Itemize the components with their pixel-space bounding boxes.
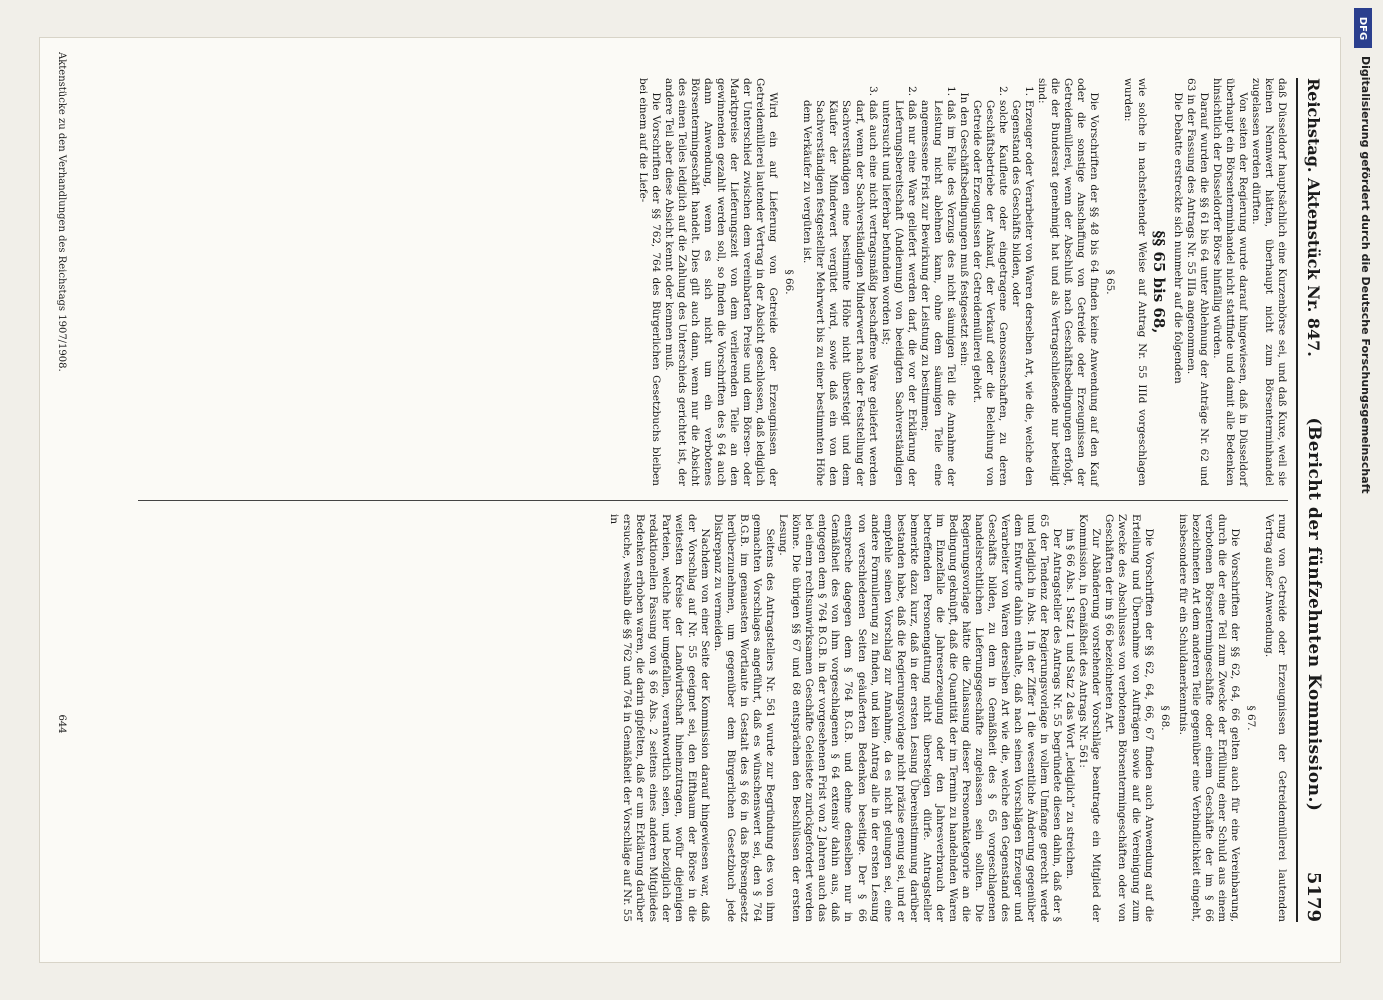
paragraph: Seitens des Antragstellers Nr. 561 wurde zur Begründung des von ihm gemachten Vorschlages angeführt, daß es wünschenswert sei, den § 764 B.G.B. im genauesten Wortlaute in Gestalt des § 66 in das Börsengesetz herüberzunehmen, um gegenüber dem Bürgerlichen Gesetzbuch jede Diskrepanz zu vermeiden.	[712, 514, 777, 922]
paragraph: wie solche in nachstehender Weise auf Antrag Nr. 55 IIId vorgeschlagen wurden:	[1122, 78, 1148, 486]
section-heading: § 68.	[1158, 705, 1171, 731]
paragraph: Die Vorschriften der §§ 62, 64, 66 gelten auch für eine Vereinbarung, durch die der eine Teil zum Zwecke der Erfüllung einer Schuld aus einem verbotenen Börsentermingeschäfte oder einem Geschäfte der im § 66 bezeichneten Art dem anderen Teile gegenüber eine Verbindlichkeit eingeht, insbesondere für ein Schuldanerkenntnis.	[1176, 514, 1241, 922]
digitization-notice-text: Digitalisierung gefördert durch die Deutsche Forschungsgemeinschaft	[1359, 56, 1372, 494]
paragraph: rung von Getreide oder Erzeugnissen der Getreidemüllerei lautenden Vertrag außer Anwendung.	[1262, 514, 1288, 922]
paragraph: Der Antragsteller des Antrags Nr. 55 begründete diesen dahin, daß der § 65 der Tendenz der Regierungsvorlage in vollem Umfange gerecht werde und lediglich in Abs. 1 in der Ziffer 1 die wesentliche Änderung gegenüber dem Entwurfe dahin enthalte, daß nach seinen Vorschlägen Erzeuger und Verarbeiter von Waren derselben Art wie die, welche den Gegenstand des Geschäfts bilden, zu dem in Gemäßheit des § 65 vorgeschlagenen handelsrechtlichen Lieferungsgeschäfte zugelassen sein sollten. Die Regierungsvorlage hätte die Zulassung dieser Personenkategorie an die Bedingung geknüpft, daß die Quantität der im Termin zu handelnden Waren im Einzelfalle die Jahreserzeugung oder den Jahresverbrauch der betreffenden Personengattung nicht übersteigen dürfe. Antragsteller bemerkte dazu kurz, daß in der ersten Lesung Übereinstimmung darüber bestanden habe, daß die Regierungsvorlage nicht präzise genug sei, und er empfehle seinen Vorschlag zur Annahme, da es nicht gelungen sei, eine andere Formulierung zu finden, und kein Antrag alle in der ersten Lesung von verschiedenen Seiten geäußerten Bedenken beseitige. Der § 66 entspreche dagegen dem § 764 B.G.B. und dehne denselben nur in Gemäßheit des von ihm vorgeschlagenen § 64 extensiv dahin aus, daß entgegen dem § 764 B.G.B. in der vorgesehenen Frist von 2 Jahren auch das bei einem rechtsunwirksamen Geschäfte Geleistete zurückgefordert werden könne. Die übrigen §§ 67 und 68 entsprächen den Beschlüssen der ersten Lesung.	[777, 514, 1064, 922]
list-item-text: daß im Falle des Verzugs des nicht säumigen Teil die Annahme der Leistung nicht ablehnen kann, ohne dem säumigen Teile eine angemessene Frist zur Bewirkung der Leistung zu bestimmen;	[918, 100, 957, 486]
section-heading: § 65.	[1104, 269, 1117, 295]
list-item-text: daß auch eine nicht vertragsmäßig beschaffene Ware geliefert werden darf, wenn der Sachverständigen Minderwert nach der Feststellung der Sachverständigen eine bestimmte Höhe nicht übersteigt und dem Käufer der Minderwert vergütet wird, sowie daß ein von den Sachverständigen festgestellter Mehrwert bis zu einer bestimmten Höhe dem Verkäufer zu vergüten ist.	[801, 100, 879, 486]
paragraph: im § 66 Abs. 1 Satz 1 und Satz 2 das Wort „lediglich“ zu streichen.	[1064, 528, 1077, 880]
list-item	[879, 78, 918, 486]
list-item-number: 3.	[866, 86, 879, 96]
digitization-notice	[1352, 56, 1378, 916]
page-footer	[56, 52, 67, 948]
list-item-number: 1.	[1023, 86, 1036, 96]
list-item-number: 2.	[997, 86, 1010, 96]
paragraph: Nachdem von einer Seite der Kommission darauf hingewiesen war, daß der Vorschlag auf Nr. 55 geeignet sei, den Eifthaum der Börse in die weitesten Kreise der Landwirtschaft hineinzutragen, wofür diejenigen Parteien, welche hier umgefallen, verantwortlich seien, und bezüglich der redaktionellen Fassung von § 66 Abs. 2 seitens eines anderen Mitgliedes Bedenken erhoben waren, die darin gipfelten, daß er um Erklärung darüber ersuche, weshalb die §§ 762 und 764 in Gemäßheit der Vorschläge auf Nr. 55 in	[607, 514, 711, 922]
dfg-logo-text: DFG	[1357, 16, 1369, 40]
list-item	[800, 78, 878, 486]
paragraph: Wird ein auf Lieferung von Getreide oder Erzeugnissen der Getreidemüllerei lautender Vertrag in der Absicht geschlossen, daß lediglich der Unterschied zwischen dem vereinbarten Preise und dem Börsen- oder Marktpreise der Lieferungszeit von dem verlierenden Teile an den gewinnenden gezahlt werden soll, so finden die Vorschriften des § 64 auch dann Anwendung, wenn es sich nicht um ein verbotenes Börsentermingeschäft handelt. Dies gilt auch dann, wenn nur die Absicht des einen Teiles lediglich auf die Zahlung des Unterschieds gerichtet ist, der andere Teil aber diese Absicht kennt oder kennen muß.	[662, 78, 780, 486]
paragraph: Die Vorschriften der §§ 762, 764 des Bürgerlichen Gesetzbuchs bleiben bei einem auf die Liefe-	[636, 78, 662, 486]
dfg-logo-badge	[1354, 8, 1372, 48]
right-column	[78, 500, 1288, 922]
text-columns	[78, 78, 1288, 922]
list-item-text: solche Kaufleute oder eingetragene Genossenschaften, zu deren Geschäftsbetriebe der Ankauf, der Verkauf oder die Beleihung von Getreide oder Erzeugnissen der Getreidemüllerei gehört.	[970, 100, 1010, 486]
header-center: (Bericht der fünfzehnten Kommission.)	[1304, 417, 1324, 812]
page-header	[1296, 78, 1330, 922]
list-item	[918, 78, 957, 486]
paragraph: In den Geschäftsbedingungen muß festgesetzt sein:	[957, 92, 970, 367]
section-heading: § 66.	[783, 269, 796, 295]
printed-page	[50, 52, 1330, 948]
list-item-number: 2.	[905, 86, 918, 96]
list-item-text: daß nur eine Ware geliefert werden darf, die vor der Erklärung der Lieferungsbereitschaft (Andienung) von beeidigten Sachverständigen untersucht und lieferbar befunden worden ist;	[879, 100, 918, 486]
paragraph: Die Vorschriften der §§ 62, 64, 66, 67 finden auch Anwendung auf die Erteilung und Übernahme von Aufträgen sowie auf die Vereinigung zum Zwecke des Abschlusses von verbotenen Börsentermingeschäften oder von Geschäften der im § 66 bezeichneten Art.	[1103, 514, 1155, 922]
header-left: Reichstag. Aktenstück Nr. 847.	[1304, 78, 1324, 357]
paragraph: Die Debatte erstreckte sich nunmehr auf die folgenden	[1171, 92, 1184, 384]
section-heading: § 67.	[1244, 705, 1257, 731]
paragraph: Von seiten der Regierung wurde darauf hingewiesen, daß in Düsseldorf überhaupt ein Börsenterminhandel nicht stattfinde und damit alle Bedenken hinsichtlich der Düsseldorfer Börse hinfällig würden.	[1210, 78, 1249, 486]
paragraph: Die Vorschriften der §§ 48 bis 64 finden keine Anwendung auf den Kauf oder die sonstige Anschaffung von Getreide oder Erzeugnissen der Getreidemüllerei, wenn der Abschluß nach Geschäftsbedingungen erfolgt, die der Bundesrat genehmigt hat und als Vertragschließende nur beteiligt sind:	[1036, 78, 1101, 486]
footer-left: Aktenstücke zu den Verhandlungen des Reichstags 1907/1908.	[56, 52, 67, 372]
scan-sheet	[40, 38, 1340, 962]
list-item	[1009, 78, 1035, 486]
paragraph: daß Düsseldorf hauptsächlich eine Kurzenbörse sei, und daß Kuxe, weil sie keinen Nennwert hätten, überhaupt nicht zum Börsenterminhandel zugelassen werden dürften.	[1249, 78, 1288, 486]
paragraph: Zur Abänderung vorstehender Vorschläge beantragte ein Mitglied der Kommission, in Gemäßheit des Antrags Nr. 561:	[1077, 514, 1103, 922]
list-item	[970, 78, 1009, 486]
paragraph: Darauf wurden die §§ 61 bis 64 unter Ablehnung der Anträge Nr. 62 und 63 in der Fassung des Antrags Nr. 55 IIIa angenommen.	[1184, 78, 1210, 486]
section-range-heading: §§ 65 bis 68,	[1149, 230, 1168, 334]
signature-number: 644	[56, 714, 67, 734]
list-item-number: 1.	[944, 86, 957, 96]
column-divider	[138, 500, 1288, 501]
left-column	[78, 78, 1288, 500]
page-number: 5179	[1303, 871, 1325, 922]
list-item-text: Erzeuger oder Verarbeiter von Waren derselben Art, wie die, welche den Gegenstand des Geschäfts bilden, oder	[1010, 100, 1036, 486]
